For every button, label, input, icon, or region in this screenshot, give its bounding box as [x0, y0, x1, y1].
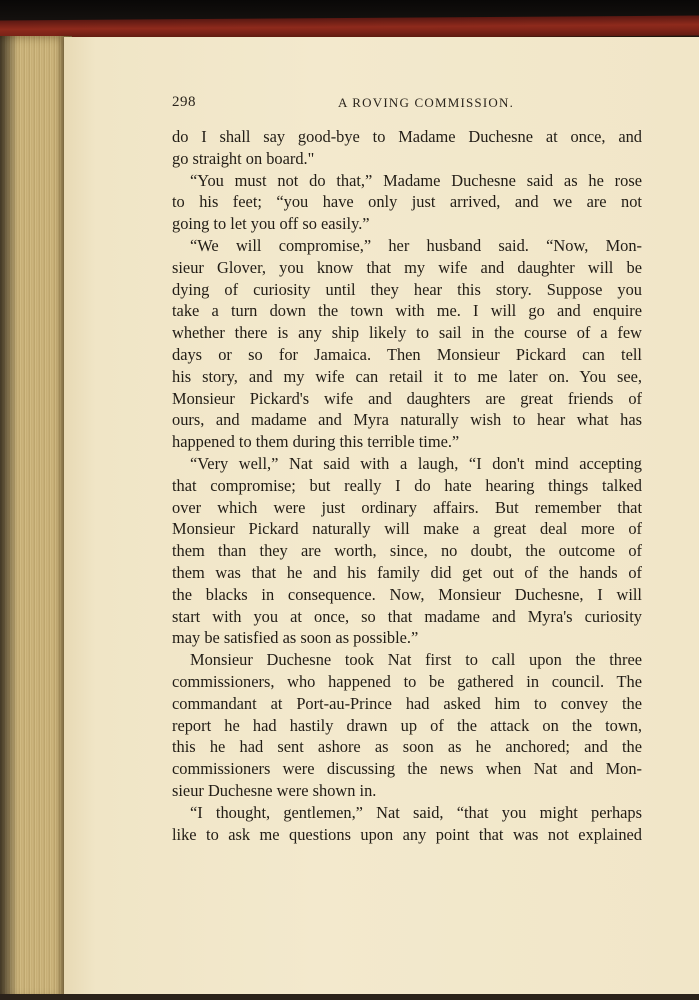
text-line: commissioners, who happened to be gathered in council. The	[172, 671, 642, 691]
text-line: “We will compromise,” her husband said. “Now, Mon-	[190, 235, 642, 255]
text-line: go straight on board."	[172, 148, 315, 168]
book-bottom-shadow	[0, 994, 699, 1000]
text-line: Monsieur Pickard's wife and daughters are great friends of	[172, 388, 642, 408]
page-number: 298	[172, 94, 196, 110]
text-line: them than they are worth, since, no doubt, the outcome of	[172, 541, 642, 561]
text-line: take a turn down the town with me. I will go and enquire	[172, 301, 642, 321]
text-line: going to let you off so easily.”	[172, 214, 370, 234]
text-line: over which were just ordinary affairs. But remember that	[172, 497, 642, 517]
text-line: commandant at Port-au-Prince had asked him to convey the	[172, 693, 642, 713]
page-block-edges	[0, 36, 72, 1000]
text-line: to his feet; “you have only just arrived, and we are not	[172, 192, 642, 212]
page-body-text	[172, 126, 642, 845]
text-line: like to ask me questions upon any point that was not explained	[172, 824, 642, 844]
text-line: Monsieur Pickard naturally will make a great deal more of	[172, 519, 642, 539]
text-line: them was that he and his family did get out of the hands of	[172, 562, 642, 582]
text-line: sieur Duchesne were shown in.	[172, 780, 377, 800]
text-line: whether there is any ship likely to sail in the course of a few	[172, 323, 642, 343]
text-line: may be satisfied as soon as possible.”	[172, 628, 419, 648]
text-line: report he had hastily drawn up of the attack on the town,	[172, 715, 642, 735]
text-line: dying of curiosity until they hear this story. Suppose you	[172, 279, 642, 299]
text-line: “Very well,” Nat said with a laugh, “I don't mind accepting	[190, 453, 642, 473]
running-header	[172, 94, 642, 112]
text-line: Monsieur Duchesne took Nat first to call upon the three	[190, 650, 642, 670]
text-line: ours, and madame and Myra naturally wish to hear what has	[172, 410, 642, 430]
text-line: commissioners were discussing the news when Nat and Mon-	[172, 759, 642, 779]
running-title: A ROVING COMMISSION.	[337, 95, 515, 110]
text-line: the blacks in consequence. Now, Monsieur Duchesne, I will	[172, 584, 642, 604]
text-line: start with you at once, so that madame and Myra's curiosity	[172, 606, 642, 626]
text-line: happened to them during this terrible time.”	[172, 432, 460, 452]
text-line: this he had sent ashore as soon as he anchored; and the	[172, 737, 642, 757]
text-line: that compromise; but really I do hate hearing things talked	[172, 475, 642, 495]
text-line: days or so for Jamaica. Then Monsieur Pickard can tell	[172, 344, 642, 364]
text-line: do I shall say good-bye to Madame Duchesne at once, and	[172, 127, 642, 146]
text-line: “You must not do that,” Madame Duchesne said as he rose	[190, 170, 642, 190]
text-line: sieur Glover, you know that my wife and daughter will be	[172, 257, 642, 277]
text-line: his story, and my wife can retail it to me later on. You see,	[172, 366, 642, 386]
text-line: “I thought, gentlemen,” Nat said, “that you might perhaps	[190, 802, 642, 822]
